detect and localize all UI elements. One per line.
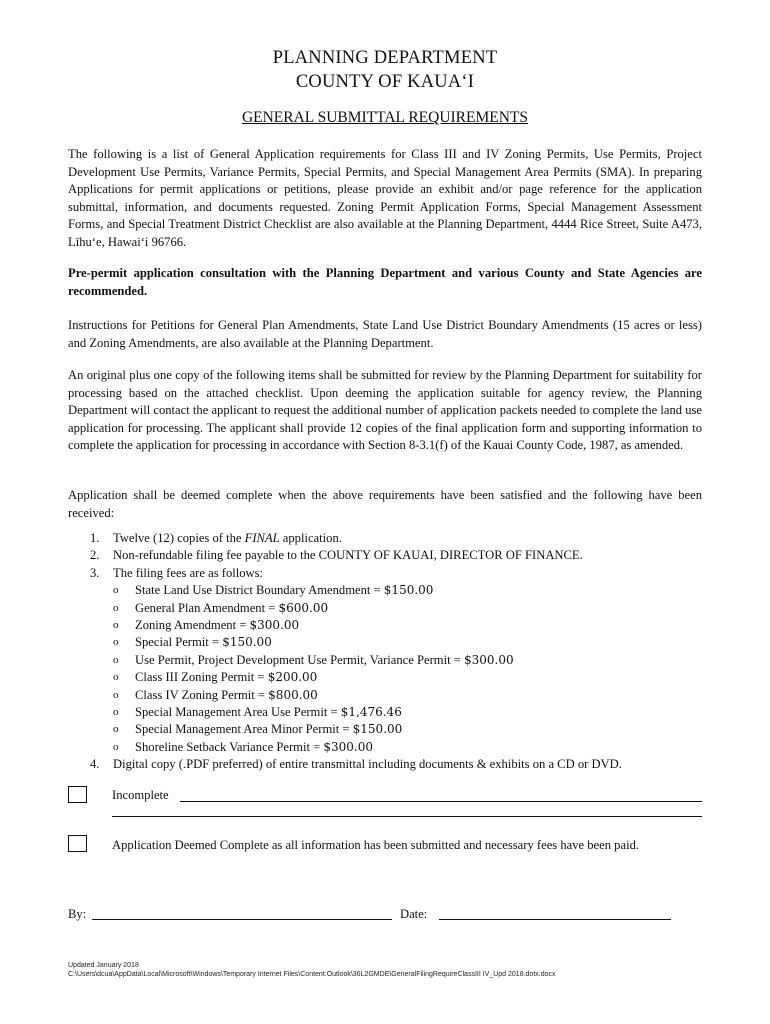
incomplete-line-2[interactable] xyxy=(112,802,702,817)
fee-item: o State Land Use District Boundary Amendment = $150.00 xyxy=(113,583,434,598)
complete-label: Application Deemed Complete as all information has been submitted and necessary fees have been paid. xyxy=(112,838,640,852)
fee-item: o Zoning Amendment = $300.00 xyxy=(113,618,300,633)
by-label: By: xyxy=(68,907,87,921)
list-item: 2. Non-refundable filing fee payable to the COUNTY OF KAUAI, DIRECTOR OF FINANCE. xyxy=(90,548,583,563)
incomplete-label: Incomplete xyxy=(112,788,169,802)
fee-item: o Special Permit = $150.00 xyxy=(113,635,272,650)
consultation-note: Pre-permit application consultation with the Planning Department and various County and State Agencies are recommended. xyxy=(68,266,702,298)
fee-item: o Shoreline Setback Variance Permit = $300.00 xyxy=(113,739,374,754)
completion-paragraph: Application shall be deemed complete when the above requirements have been satisfied and the following have been received: xyxy=(68,488,702,520)
incomplete-checkbox[interactable] xyxy=(68,786,87,803)
instructions-paragraph: Instructions for Petitions for General Plan Amendments, State Land Use District Boundary Amendments (15 acres or less) and Zoning Amendments, are also available at the Planning Department. xyxy=(68,318,702,350)
county-title: COUNTY OF KAUA‘I xyxy=(295,72,475,92)
list-item: 1. Twelve (12) copies of the FINAL application. xyxy=(90,531,342,545)
fee-item: o Special Management Area Minor Permit = $150.00 xyxy=(113,722,403,737)
intro-paragraph: The following is a list of General Application requirements for Class III and IV Zoning Permits, Use Permits, Project Development Use Permits, Variance Permits, Special Permits, and Special Management Area Permits (SMA). In preparing Applications for permit applications or petitions, please provide an exhibit and/or page reference for the application submittal, information, and documents requested. Zoning Permit Application Forms, Special Management Assessment Forms, and Special Treatment District Checklist are also available at the Planning Department, 4444 Rice Street, Suite A473, Līhu‘e, Hawai‘i 96766. xyxy=(68,147,702,249)
fee-item: o General Plan Amendment = $600.00 xyxy=(113,600,329,615)
date-line[interactable] xyxy=(439,906,671,920)
fee-item: o Class III Zoning Permit = $200.00 xyxy=(113,670,318,685)
date-label: Date: xyxy=(400,907,428,921)
complete-checkbox[interactable] xyxy=(68,835,87,852)
department-title: PLANNING DEPARTMENT xyxy=(272,48,498,68)
file-path: C:\Users\dcua\AppData\Local\Microsoft\Windows\Temporary Internet Files\Content.Outlook\36L2GMDE\GeneralFilingRequireClassIII IV_Upd 2018.dotx.docx xyxy=(68,971,556,978)
updated-note: Updated January 2018 xyxy=(68,962,139,969)
list-item: 3. The filing fees are as follows: xyxy=(90,565,264,580)
by-signature-line[interactable] xyxy=(92,906,392,920)
submission-paragraph: An original plus one copy of the following items shall be submitted for review by the Planning Department for suitability for processing based on the attached checklist. Upon deeming the application suitable for agency review, the Planning Department will contact the applicant to request the additional number of application packets needed to complete the land use application for processing. The applicant shall provide 12 copies of the final application form and supporting information to complete the application for processing in accordance with Section 8-3.1(f) of the Kauai County Code, 1987, as amended. xyxy=(68,368,702,453)
list-item: 4. Digital copy (.PDF preferred) of entire transmittal including documents & exhibits on a CD or DVD. xyxy=(90,757,622,772)
requirements-list xyxy=(68,530,708,774)
incomplete-line[interactable] xyxy=(180,787,702,802)
fee-item: o Use Permit, Project Development Use Permit, Variance Permit = $300.00 xyxy=(113,652,514,667)
section-title: GENERAL SUBMITTAL REQUIREMENTS xyxy=(241,109,529,126)
fee-item: o Special Management Area Use Permit = $1,476.46 xyxy=(113,705,402,720)
fee-item: o Class IV Zoning Permit = $800.00 xyxy=(113,687,318,702)
